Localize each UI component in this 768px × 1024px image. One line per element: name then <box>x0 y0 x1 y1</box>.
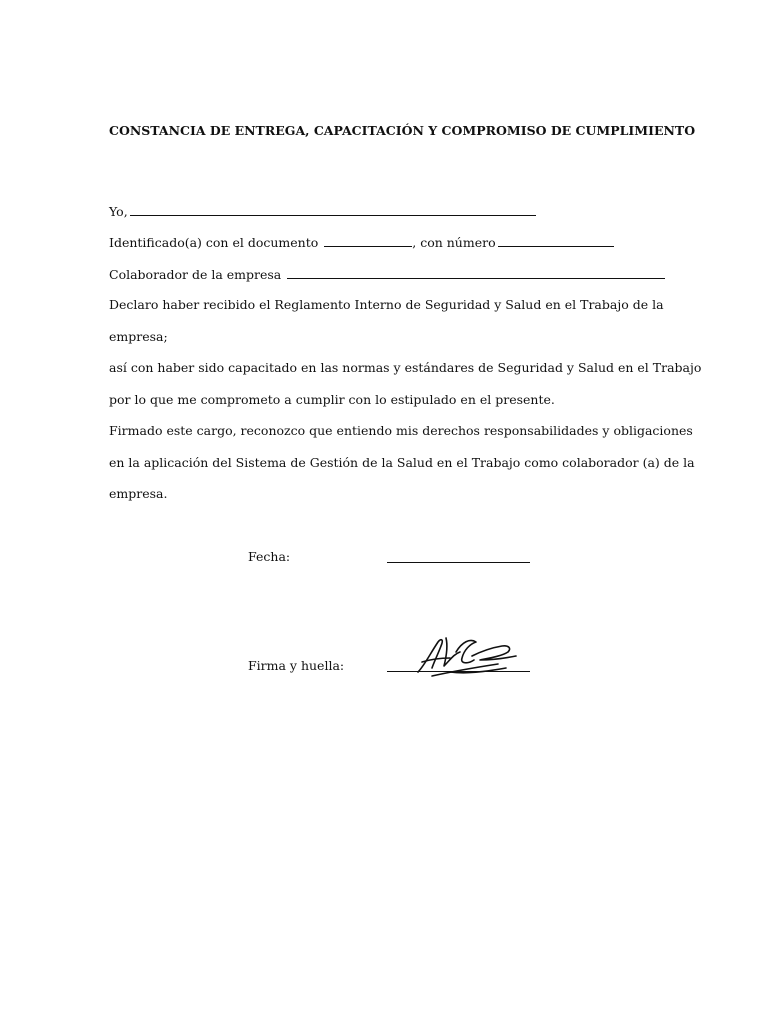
fecha-blank[interactable] <box>387 562 530 563</box>
fecha-label: Fecha: <box>248 549 291 564</box>
empresa-line <box>109 267 665 283</box>
document-type-blank[interactable] <box>324 235 412 247</box>
paragraph-1-line-2: empresa; <box>109 329 168 344</box>
company-blank[interactable] <box>287 267 665 279</box>
paragraph-3-line-1: Firmado este cargo, reconozco que entiendo mis derechos responsabilidades y obligaciones <box>109 423 693 438</box>
name-blank[interactable] <box>130 204 536 216</box>
paragraph-2-line-2: por lo que me comprometo a cumplir con lo estipulado en el presente. <box>109 392 555 407</box>
document-title: CONSTANCIA DE ENTREGA, CAPACITACIÓN Y COMPROMISO DE CUMPLIMIENTO <box>109 123 696 138</box>
empresa-label: Colaborador de la empresa <box>109 267 282 282</box>
id-line <box>109 235 614 251</box>
document-number-blank[interactable] <box>498 235 614 247</box>
id-label: Identificado(a) con el documento <box>109 235 319 250</box>
numero-label: , con número <box>412 235 496 250</box>
paragraph-3-line-2: en la aplicación del Sistema de Gestión de la Salud en el Trabajo como colaborador (a) de la <box>109 455 695 470</box>
yo-line <box>109 204 536 220</box>
firma-label: Firma y huella: <box>248 658 345 673</box>
paragraph-1-line-1: Declaro haber recibido el Reglamento Interno de Seguridad y Salud en el Trabajo de la <box>109 297 664 312</box>
yo-label: Yo, <box>109 204 128 219</box>
paragraph-2-line-1: así con haber sido capacitado en las normas y estándares de Seguridad y Salud en el Trabajo <box>109 360 702 375</box>
paragraph-3-line-3: empresa. <box>109 486 168 501</box>
handwritten-signature <box>410 632 522 680</box>
